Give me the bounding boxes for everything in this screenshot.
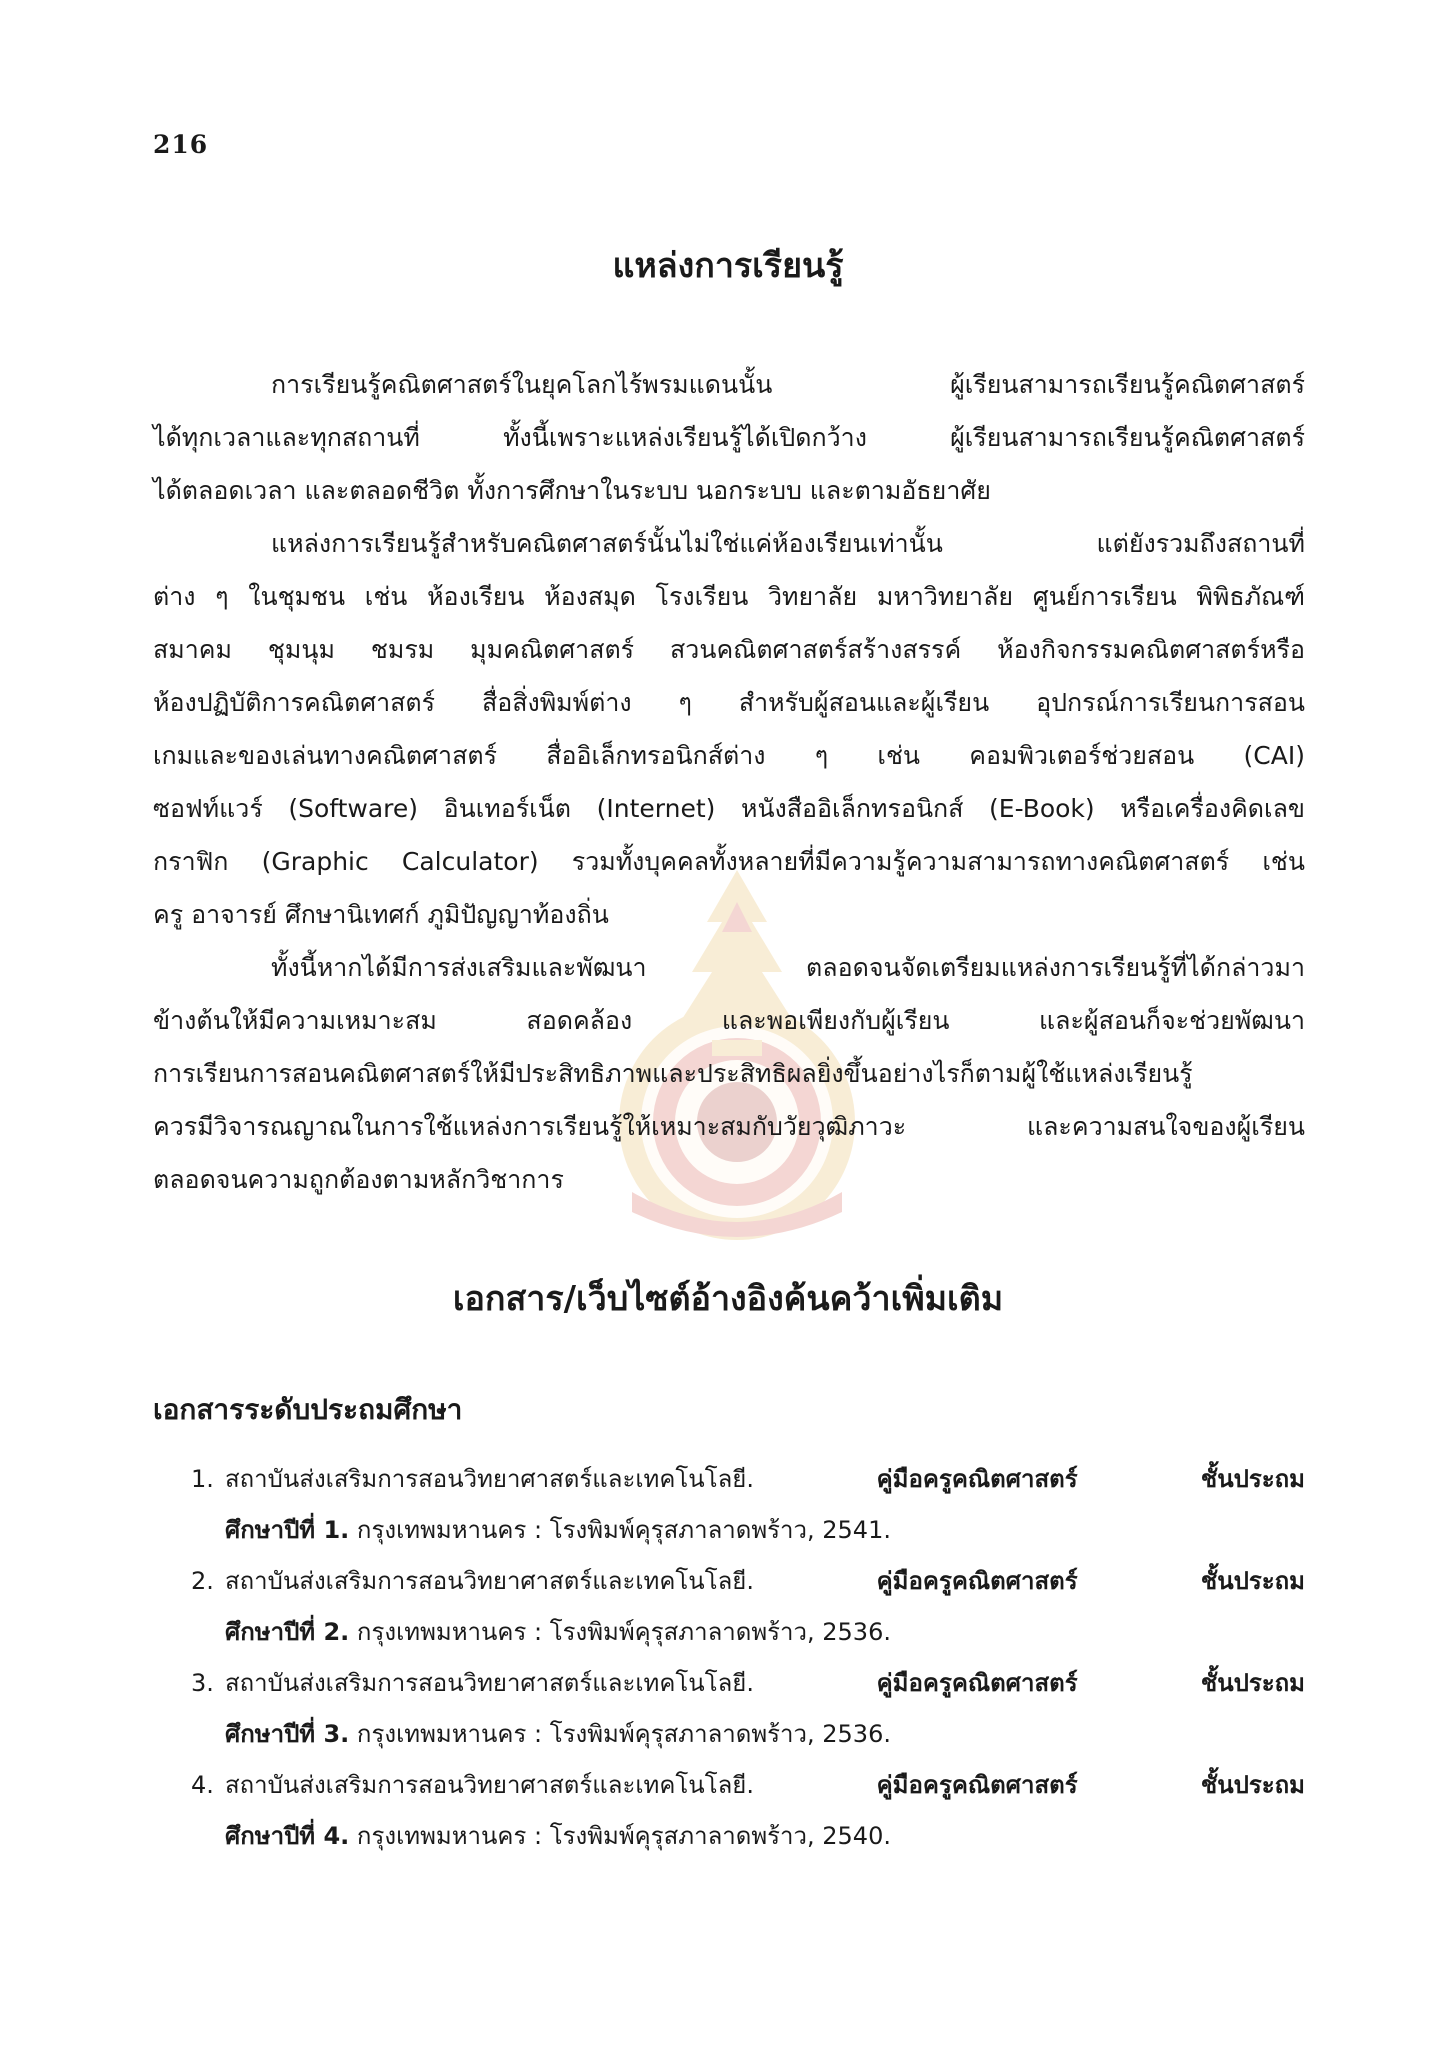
reference-number: 4. — [191, 1771, 214, 1799]
reference-author: สถาบันส่งเสริมการสอนวิทยาศาสตร์และเทคโนโลยี. — [225, 1465, 754, 1493]
reference-line — [225, 1556, 1305, 1607]
reference-item — [153, 1556, 1305, 1658]
paragraph-line: กราฟิก (Graphic Calculator) รวมทั้งบุคคลทั้งหลายที่มีความรู้ความสามารถทางคณิตศาสตร์ เช่น — [153, 847, 1305, 876]
reference-title: คู่มือครูคณิตศาสตร์ ชั้นประถม — [876, 1567, 1305, 1595]
reference-publisher: กรุงเทพมหานคร : โรงพิมพ์คุรุสภาลาดพร้าว, 2536. — [349, 1618, 891, 1646]
paragraph-line: ต่าง ๆ ในชุมชน เช่น ห้องเรียน ห้องสมุด โรงเรียน วิทยาลัย มหาวิทยาลัย ศูนย์การเรียน พิพิธภัณฑ์ — [153, 582, 1305, 611]
reference-title: คู่มือครูคณิตศาสตร์ ชั้นประถม — [876, 1465, 1305, 1493]
paragraph-line: ควรมีวิจารณญาณในการใช้แหล่งการเรียนรู้ให้เหมาะสมกับวัยวุฒิภาวะ และความสนใจของผู้เรียน — [153, 1112, 1305, 1141]
paragraph-line: ครู อาจารย์ ศึกษานิเทศก์ ภูมิปัญญาท้องถิ่น — [153, 900, 609, 929]
reference-line — [225, 1811, 1305, 1862]
learning-resources-title: แหล่งการเรียนรู้ — [612, 246, 844, 286]
paragraph-line: แหล่งการเรียนรู้สำหรับคณิตศาสตร์นั้นไม่ใช่แค่ห้องเรียนเท่านั้น แต่ยังรวมถึงสถานที่ — [271, 529, 1305, 558]
reference-publisher: กรุงเทพมหานคร : โรงพิมพ์คุรุสภาลาดพร้าว, 2536. — [349, 1720, 891, 1748]
reference-title: ศึกษาปีที่ 2. — [225, 1618, 350, 1646]
reference-item — [153, 1454, 1305, 1556]
paragraph-line: ได้ทุกเวลาและทุกสถานที่ ทั้งนี้เพราะแหล่งเรียนรู้ได้เปิดกว้าง ผู้เรียนสามารถเรียนรู้คณิตศาสตร์ — [153, 423, 1305, 452]
paragraph-line: ห้องปฏิบัติการคณิตศาสตร์ สื่อสิ่งพิมพ์ต่าง ๆ สำหรับผู้สอนและผู้เรียน อุปกรณ์การเรียนการสอน — [153, 688, 1305, 717]
paragraph-line: ซอฟท์แวร์ (Software) อินเทอร์เน็ต (Internet) หนังสืออิเล็กทรอนิกส์ (E-Book) หรือเครื่องคิดเลข — [153, 794, 1305, 823]
reference-number: 2. — [191, 1567, 214, 1595]
paragraph-line: สมาคม ชุมนุม ชมรม มุมคณิตศาสตร์ สวนคณิตศาสตร์สร้างสรรค์ ห้องกิจกรรมคณิตศาสตร์หรือ — [153, 635, 1305, 664]
page-number: 216 — [153, 130, 209, 159]
paragraph-line: การเรียนการสอนคณิตศาสตร์ให้มีประสิทธิภาพและประสิทธิผลยิ่งขึ้นอย่างไรก็ตามผู้ใช้แหล่งเรียนรู้ — [153, 1059, 1193, 1088]
references-title: เอกสาร/เว็บไซต์อ้างอิงค้นคว้าเพิ่มเติม — [452, 1279, 1004, 1319]
paragraph-line: การเรียนรู้คณิตศาสตร์ในยุคโลกไร้พรมแดนนั้น ผู้เรียนสามารถเรียนรู้คณิตศาสตร์ — [271, 370, 1305, 399]
reference-line — [225, 1454, 1305, 1505]
reference-publisher: กรุงเทพมหานคร : โรงพิมพ์คุรุสภาลาดพร้าว, 2541. — [349, 1516, 891, 1544]
reference-item — [153, 1760, 1305, 1862]
paragraph-line: ได้ตลอดเวลา และตลอดชีวิต ทั้งการศึกษาในระบบ นอกระบบ และตามอัธยาศัย — [153, 476, 991, 505]
learning-resources-body — [153, 358, 1305, 1206]
reference-line — [225, 1607, 1305, 1658]
reference-line — [225, 1505, 1305, 1556]
reference-author: สถาบันส่งเสริมการสอนวิทยาศาสตร์และเทคโนโลยี. — [225, 1669, 754, 1697]
primary-docs-subheading: เอกสารระดับประถมศึกษา — [153, 1393, 463, 1426]
paragraph-line: ทั้งนี้หากได้มีการส่งเสริมและพัฒนา ตลอดจนจัดเตรียมแหล่งการเรียนรู้ที่ได้กล่าวมา — [271, 953, 1305, 982]
reference-author: สถาบันส่งเสริมการสอนวิทยาศาสตร์และเทคโนโลยี. — [225, 1771, 754, 1799]
reference-title: ศึกษาปีที่ 4. — [225, 1822, 350, 1850]
reference-line — [225, 1760, 1305, 1811]
reference-list — [153, 1454, 1305, 1862]
reference-title: ศึกษาปีที่ 3. — [225, 1720, 350, 1748]
paragraph-line: ตลอดจนความถูกต้องตามหลักวิชาการ — [153, 1165, 564, 1194]
paragraph-line: เกมและของเล่นทางคณิตศาสตร์ สื่ออิเล็กทรอนิกส์ต่าง ๆ เช่น คอมพิวเตอร์ช่วยสอน (CAI) — [153, 741, 1305, 770]
reference-item — [153, 1658, 1305, 1760]
reference-line — [225, 1658, 1305, 1709]
reference-title: ศึกษาปีที่ 1. — [225, 1516, 350, 1544]
reference-number: 1. — [191, 1465, 214, 1493]
reference-title: คู่มือครูคณิตศาสตร์ ชั้นประถม — [876, 1771, 1305, 1799]
reference-line — [225, 1709, 1305, 1760]
paragraph-line: ข้างต้นให้มีความเหมาะสม สอดคล้อง และพอเพียงกับผู้เรียน และผู้สอนก็จะช่วยพัฒนา — [153, 1006, 1305, 1035]
reference-author: สถาบันส่งเสริมการสอนวิทยาศาสตร์และเทคโนโลยี. — [225, 1567, 754, 1595]
reference-publisher: กรุงเทพมหานคร : โรงพิมพ์คุรุสภาลาดพร้าว, 2540. — [349, 1822, 891, 1850]
reference-title: คู่มือครูคณิตศาสตร์ ชั้นประถม — [876, 1669, 1305, 1697]
reference-number: 3. — [191, 1669, 214, 1697]
